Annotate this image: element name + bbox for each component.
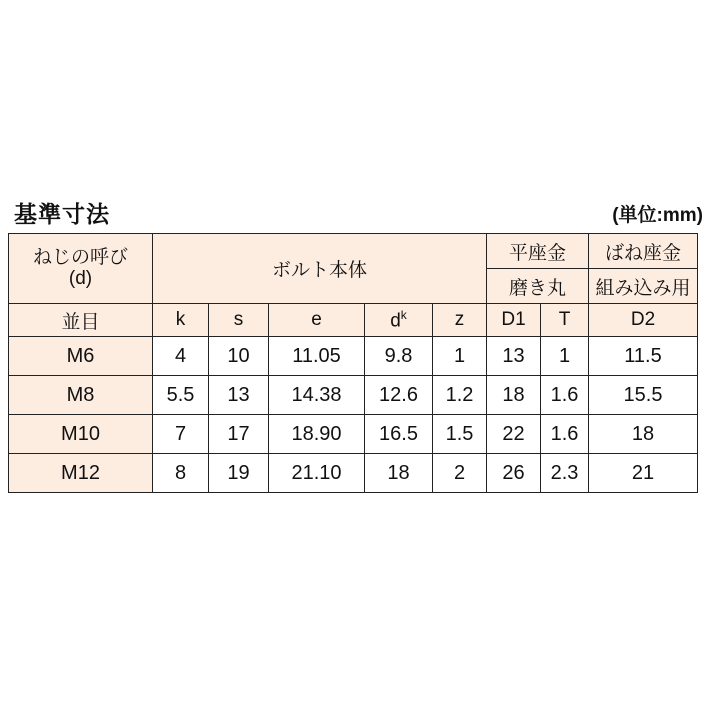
table-row xyxy=(9,415,698,454)
cell-k: 8 xyxy=(153,454,209,493)
header-thread-name-line1: ねじの呼び xyxy=(32,246,128,268)
header-bolt-body: ボルト本体 xyxy=(153,234,487,304)
cell-name: M12 xyxy=(9,454,153,493)
cell-e: 21.10 xyxy=(269,454,365,493)
cell-d1: 18 xyxy=(487,376,541,415)
cell-t: 1.6 xyxy=(541,415,589,454)
cell-name: M8 xyxy=(9,376,153,415)
header-thread-name-line2: (d) xyxy=(68,267,93,289)
cell-name: M6 xyxy=(9,337,153,376)
cell-dk: 9.8 xyxy=(365,337,433,376)
header-col-e: e xyxy=(269,304,365,337)
cell-s: 10 xyxy=(209,337,269,376)
cell-d1: 26 xyxy=(487,454,541,493)
cell-d2: 15.5 xyxy=(589,376,698,415)
cell-s: 19 xyxy=(209,454,269,493)
table-header-row-1 xyxy=(9,234,698,269)
cell-k: 4 xyxy=(153,337,209,376)
cell-d2: 11.5 xyxy=(589,337,698,376)
cell-z: 1.5 xyxy=(433,415,487,454)
cell-d1: 22 xyxy=(487,415,541,454)
cell-d2: 18 xyxy=(589,415,698,454)
header-thread-name xyxy=(9,234,153,304)
page-title: 基準寸法 xyxy=(14,201,110,227)
table-row xyxy=(9,337,698,376)
cell-dk: 16.5 xyxy=(365,415,433,454)
header-flat-washer: 平座金 xyxy=(487,234,589,269)
cell-t: 2.3 xyxy=(541,454,589,493)
table-caption-row xyxy=(8,196,705,233)
header-col-d2: D2 xyxy=(589,304,698,337)
header-flat-washer-sub: 磨き丸 xyxy=(487,269,589,304)
cell-k: 7 xyxy=(153,415,209,454)
header-col-s: s xyxy=(209,304,269,337)
header-col-z: z xyxy=(433,304,487,337)
spec-table-block xyxy=(8,196,705,493)
cell-t: 1.6 xyxy=(541,376,589,415)
header-spring-washer: ばね座金 xyxy=(589,234,698,269)
cell-e: 11.05 xyxy=(269,337,365,376)
cell-dk: 12.6 xyxy=(365,376,433,415)
header-col-thread: 並目 xyxy=(9,304,153,337)
dimensions-table xyxy=(8,233,698,493)
header-col-k: k xyxy=(153,304,209,337)
cell-z: 1 xyxy=(433,337,487,376)
cell-s: 17 xyxy=(209,415,269,454)
header-col-dk xyxy=(365,304,433,337)
table-row xyxy=(9,376,698,415)
cell-dk: 18 xyxy=(365,454,433,493)
cell-d1: 13 xyxy=(487,337,541,376)
cell-t: 1 xyxy=(541,337,589,376)
cell-s: 13 xyxy=(209,376,269,415)
table-header-row-3 xyxy=(9,304,698,337)
cell-z: 1.2 xyxy=(433,376,487,415)
header-col-t: T xyxy=(541,304,589,337)
header-col-d1: D1 xyxy=(487,304,541,337)
unit-note: (単位:mm) xyxy=(612,205,703,226)
header-col-dk-sup: k xyxy=(400,307,407,322)
cell-e: 18.90 xyxy=(269,415,365,454)
table-row xyxy=(9,454,698,493)
cell-e: 14.38 xyxy=(269,376,365,415)
header-spring-washer-sub: 組み込み用 xyxy=(589,269,698,304)
cell-name: M10 xyxy=(9,415,153,454)
cell-k: 5.5 xyxy=(153,376,209,415)
header-col-dk-main: d xyxy=(390,310,401,332)
cell-d2: 21 xyxy=(589,454,698,493)
cell-z: 2 xyxy=(433,454,487,493)
